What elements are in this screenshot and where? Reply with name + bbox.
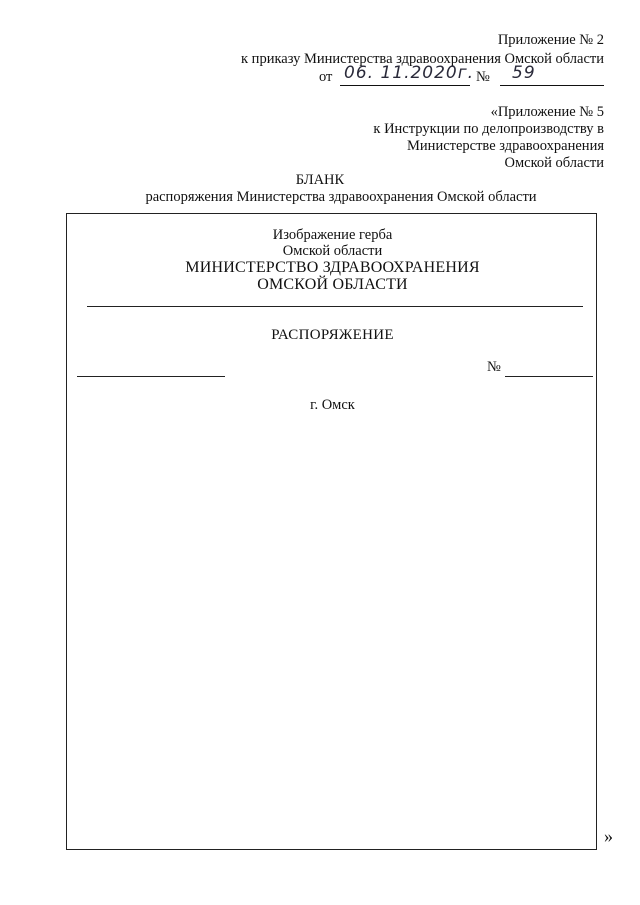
header-divider	[87, 306, 583, 307]
attachment-title: «Приложение № 5	[490, 104, 604, 120]
document-type-title: РАСПОРЯЖЕНИЕ	[271, 327, 394, 343]
order-form-frame	[66, 213, 597, 850]
blank-subtitle: распоряжения Министерства здравоохранения Омской области	[145, 189, 537, 205]
attachment-line-4: Омской области	[504, 155, 604, 171]
order-number-handwritten: 59	[512, 63, 536, 83]
order-number-label: №	[476, 69, 490, 85]
appendix-line: Приложение № 2	[497, 32, 604, 48]
order-date-field	[340, 63, 475, 86]
attachment-line-2: к Инструкции по делопроизводству в	[373, 121, 604, 137]
from-label: от	[319, 69, 333, 85]
number-label: №	[487, 359, 501, 375]
order-reference-line: к приказу Министерства здравоохранения Омской области	[241, 51, 604, 67]
order-date-handwritten: 06. 11.2020г.	[344, 63, 475, 83]
attachment-line-3: Министерстве здравоохранения	[407, 138, 604, 154]
coat-of-arms-placeholder-line-1: Изображение герба	[272, 227, 393, 243]
city-name: г. Омск	[310, 397, 355, 413]
number-blank-line	[505, 376, 593, 377]
order-date-number-line	[0, 63, 604, 88]
ministry-name-line-2: ОМСКОЙ ОБЛАСТИ	[257, 276, 408, 293]
blank-title: БЛАНК	[295, 172, 345, 188]
closing-quote: »	[604, 826, 613, 846]
date-blank-line	[77, 376, 225, 377]
order-number-field	[500, 63, 604, 86]
ministry-name-line-1: МИНИСТЕРСТВО ЗДРАВООХРАНЕНИЯ	[185, 259, 480, 276]
coat-of-arms-placeholder-line-2: Омской области	[282, 243, 383, 259]
